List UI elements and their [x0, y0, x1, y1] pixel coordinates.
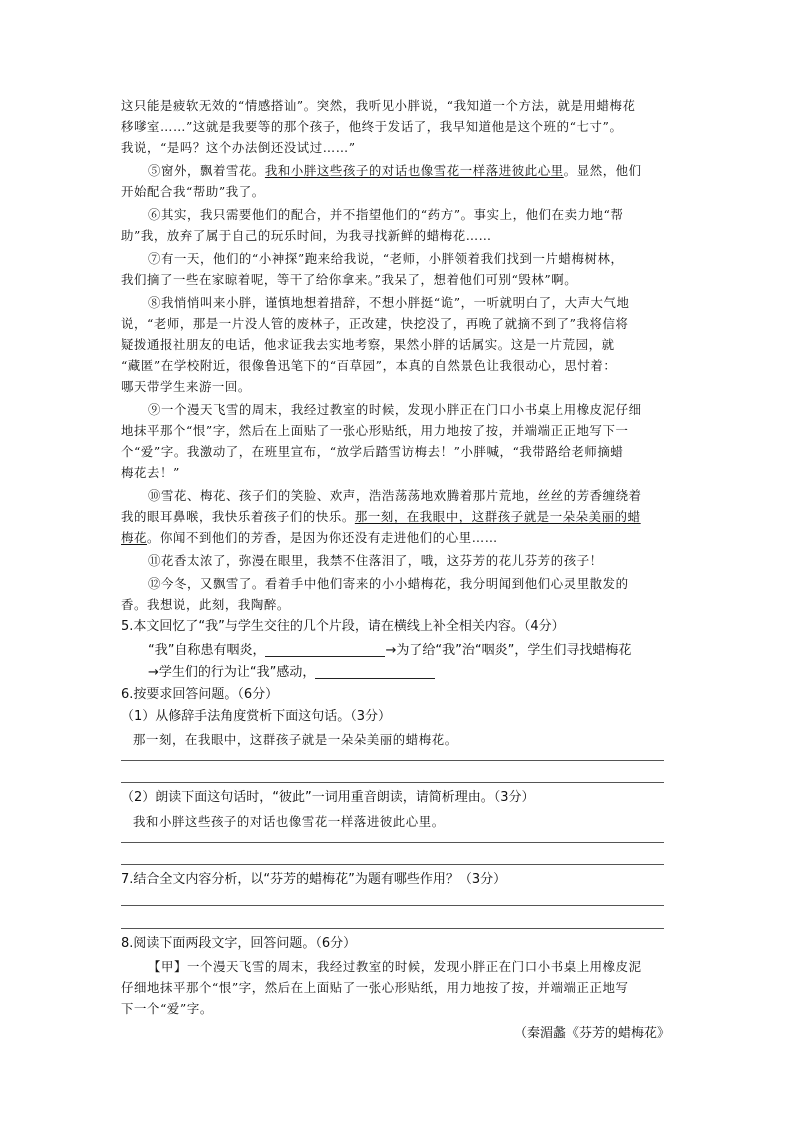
underlined-sentence: 那一刻，在我眼中，这群孩子就是一朵朵美丽的蜡 [354, 509, 641, 524]
passage-line: 开始配合我“帮助”我了。 [121, 184, 265, 199]
passage-line: 移嗲室……”这就是我要等的那个孩子，他终于发话了，我早知道他是这个班的“七寸”。 [121, 119, 623, 134]
excerpt-source: （秦湄蠡《芬芳的蜡梅花》 [513, 1026, 670, 1041]
question-5: 5.本文回忆了“我”与学生交往的几个片段，请在横线上补全相关内容。（4分） [121, 619, 565, 634]
question-5-line-1 [148, 641, 681, 661]
answer-line[interactable] [121, 928, 664, 929]
answer-line[interactable] [121, 905, 664, 906]
paragraph-7: ⑦有一天，他们的“小神探”跑来给我说，“老师，小胖领着我们找到一片蜡梅树林， [148, 251, 624, 266]
answer-line[interactable] [121, 760, 664, 761]
excerpt-line: 下一个“爱”字。 [121, 1001, 213, 1016]
passage-line: 梅花去！” [121, 465, 180, 480]
passage-line: 这只能是疲软无效的“情感搭讪”。突然，我听见小胖说，“我知道一个方法，就是用蜡梅花 [121, 98, 636, 113]
question-5-text: →学生们的行为让“我”感动， [148, 665, 316, 680]
quote-sentence: 那一刻，在我眼中，这群孩子就是一朵朵美丽的蜡梅花。 [133, 732, 458, 747]
paragraph-12: ⑫今冬，又飘雪了。看着手中他们寄来的小小蜡梅花，我分明闻到他们心灵里散发的 [148, 576, 629, 591]
question-5-text: →为了给“我”治“咽炎”，学生们寻找蜡梅花 [385, 643, 632, 658]
passage-line: 助”我，放弃了属于自己的玩乐时间，为我寻找新鲜的蜡梅花…… [121, 228, 492, 243]
passage-line: 地抹平那个“恨”字，然后在上面贴了一张心形贴纸，用力地按了按，并端端正正地写下一 [121, 423, 629, 438]
question-5-text: “我”自称患有咽炎， [148, 643, 266, 658]
paragraph-11: ⑪花香太浓了，弥漫在眼里，我禁不住落泪了，哦，这芬芳的花儿芬芳的孩子！ [148, 553, 603, 568]
passage-line: 说，“老师，那是一片没人管的废林子，正改建，快挖没了，再晚了就摘不到了”我将信将 [121, 316, 629, 331]
paragraph-9: ⑨一个漫天飞雪的周末，我经过教室的时候，发现小胖正在门口小书桌上用橡皮泥仔细 [148, 402, 642, 417]
paragraph-6: ⑥其实，我只需要他们的配合，并不指望他们的“药方”。事实上，他们在卖力地“帮 [148, 207, 624, 222]
quote-sentence: 我和小胖这些孩子的对话也像雪花一样落进彼此心里。 [133, 814, 445, 829]
passage-line: “藏匿”在学校附近，很像鲁迅笔下的“百草园”，本真的自然景色让我很动心，思忖着： [121, 358, 617, 373]
question-5-line-2 [148, 663, 681, 683]
passage-line [121, 528, 681, 548]
answer-line[interactable] [121, 842, 664, 843]
paragraph-5-text: ⑤窗外，飘着雪花。 [148, 163, 265, 178]
paragraph-5-text: 。显然，他们 [563, 163, 642, 178]
underlined-sentence: 我和小胖这些孩子的对话也像雪花一样落进彼此心里 [264, 163, 564, 178]
question-6: 6.按要求回答问题。（6分） [121, 687, 279, 702]
answer-line[interactable] [121, 782, 664, 783]
excerpt-line: 仔细地抹平那个“恨”字，然后在上面贴了一张心形贴纸，用力地按了按，并端端正正地写 [121, 980, 629, 995]
question-6-part-2: （2）朗读下面这句话时，“彼此”一词用重音朗读，请简析理由。（3分） [121, 790, 535, 805]
question-6-part-1: （1）从修辞手法角度赏析下面这句话。（3分） [121, 709, 392, 724]
paragraph-10-text: 我的眼耳鼻喉，我快乐着孩子们的快乐。 [121, 509, 355, 524]
passage-line: 我们摘了一些在家晾着呢，等干了给你拿来。”我呆了，想着他们可别“毁林”啊。 [121, 272, 578, 287]
passage-line: 我说，“是吗？这个办法倒还没试过……” [121, 140, 356, 155]
passage-line [121, 507, 681, 527]
passage-line: 哪天带学生来游一回。 [121, 379, 251, 394]
excerpt-jia: 【甲】一个漫天飞雪的周末，我经过教室的时候，发现小胖正在门口小书桌上用橡皮泥 [148, 959, 642, 974]
answer-blank[interactable] [315, 664, 435, 679]
paragraph-10: ⑩雪花、梅花、孩子们的笑脸、欢声，浩浩荡荡地欢腾着那片荒地，丝丝的芳香缠绕着 [148, 488, 642, 503]
paragraph-8: ⑧我悄悄叫来小胖，谨慎地想着措辞，不想小胖挺“诡”，一听就明白了，大声大气地 [148, 295, 630, 310]
passage-line: 疑拨通报社朋友的电话，他求证我去实地考察，果然小胖的话属实。这是一片荒园，就 [121, 337, 615, 352]
underlined-sentence: 梅花 [121, 530, 147, 545]
question-8: 8.阅读下面两段文字，回答问题。（6分） [121, 936, 357, 951]
question-7: 7.结合全文内容分析，以“芬芳的蜡梅花”为题有哪些作用？（3分） [121, 872, 507, 887]
answer-blank[interactable] [265, 642, 385, 657]
passage-line: 香。我想说，此刻，我陶醉。 [121, 597, 290, 612]
paragraph-5 [148, 161, 681, 181]
passage-line: 个“爱”字。我激动了，在班里宣布，“放学后踏雪访梅去！”小胖喊，“我带路给老师摘蜡 [121, 444, 624, 459]
answer-line[interactable] [121, 864, 664, 865]
paragraph-10-text: 。你闻不到他们的芳香，是因为你还没有走进他们的心里…… [146, 530, 498, 545]
